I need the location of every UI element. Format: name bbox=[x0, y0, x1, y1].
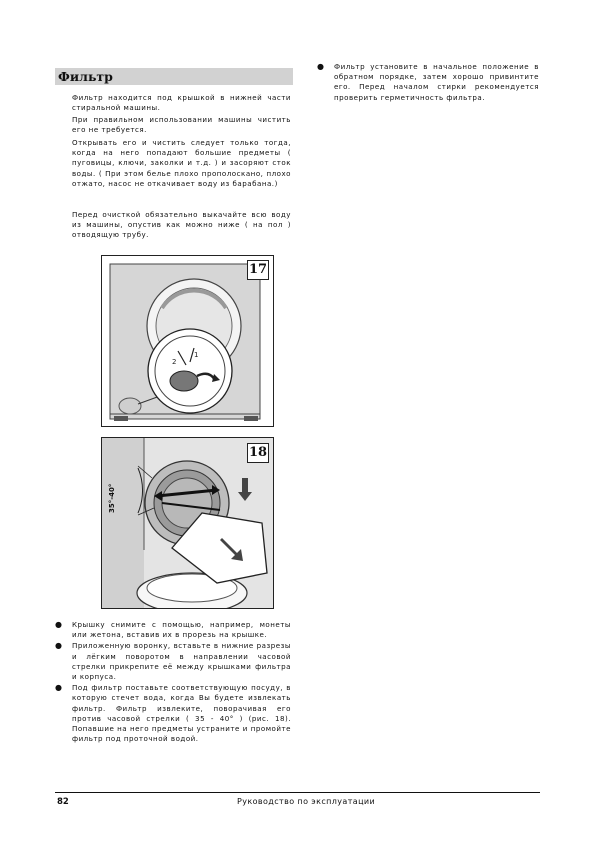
paragraph-when-to-clean: Открывать его и чистить следует только тогда, когда на него попадают большие предметы ( пуговицы, ключи, заколки и т.д. ) и засоряют сток воды. ( При этом белье плохо прополоскано, плохо отжато, насос не откачивает воду из барабана.) bbox=[72, 138, 291, 188]
bullet-icon: ● bbox=[55, 683, 63, 693]
list-item-text: Фильтр установите в начальное положение в обратном порядке, затем хорошо привинтите его. Перед началом стирки рекомендуется проверить герметичность фильтра. bbox=[334, 62, 539, 102]
bullet-icon: ● bbox=[55, 641, 63, 651]
washer-front-illustration bbox=[102, 256, 273, 426]
angle-label: 35°-40° bbox=[108, 483, 116, 513]
figure-17-number: 17 bbox=[247, 260, 269, 280]
instruction-list-left bbox=[55, 620, 291, 745]
svg-text:2: 2 bbox=[172, 358, 177, 366]
bullet-icon: ● bbox=[55, 620, 63, 629]
list-item bbox=[317, 62, 539, 103]
paragraph-drain-first: Перед очисткой обязательно выкачайте всю воду из машины, опустив как можно ниже ( на пол ) отводящую трубу. bbox=[72, 210, 291, 240]
list-item bbox=[55, 683, 291, 744]
list-item bbox=[55, 620, 291, 640]
figure-18 bbox=[101, 437, 274, 609]
page-number: 82 bbox=[57, 797, 69, 807]
paragraph-location: Фильтр находится под крышкой в нижней части стиральной машины. bbox=[72, 93, 291, 113]
bullet-icon: ● bbox=[317, 62, 325, 71]
instruction-list-right bbox=[317, 62, 539, 104]
paragraph-no-cleaning: При правильном использовании машины чистить его не требуется. bbox=[72, 115, 291, 135]
figure-17 bbox=[101, 255, 274, 427]
filter-removal-illustration bbox=[102, 438, 273, 608]
svg-text:1: 1 bbox=[194, 351, 199, 359]
list-item-text: Под фильтр поставьте соответствующую посуду, в которую стечет вода, когда Вы будете извлекать фильтр. Фильтр извлеките, поворачивая его против часовой стрелки ( 35 - 40° ) (рис. 18). Попавшие на него предметы устраните и промойте фильтр под проточной водой. bbox=[72, 683, 291, 744]
list-item-text: Крышку снимите с помощью, например, монеты или жетона, вставив их в прорезь на крышке. bbox=[72, 620, 291, 640]
figure-18-number: 18 bbox=[247, 443, 269, 463]
section-title: Фильтр bbox=[58, 69, 113, 84]
section-heading-bar bbox=[55, 68, 293, 85]
list-item-text: Приложенную воронку, вставьте в нижние разрезы и лёгким поворотом в направлении часовой стрелки прикрепите её между крышками фильтра и корпуса. bbox=[72, 641, 291, 682]
footer-title: Руководство по эксплуатации bbox=[237, 797, 376, 806]
footer-divider bbox=[55, 792, 540, 793]
list-item bbox=[55, 641, 291, 682]
